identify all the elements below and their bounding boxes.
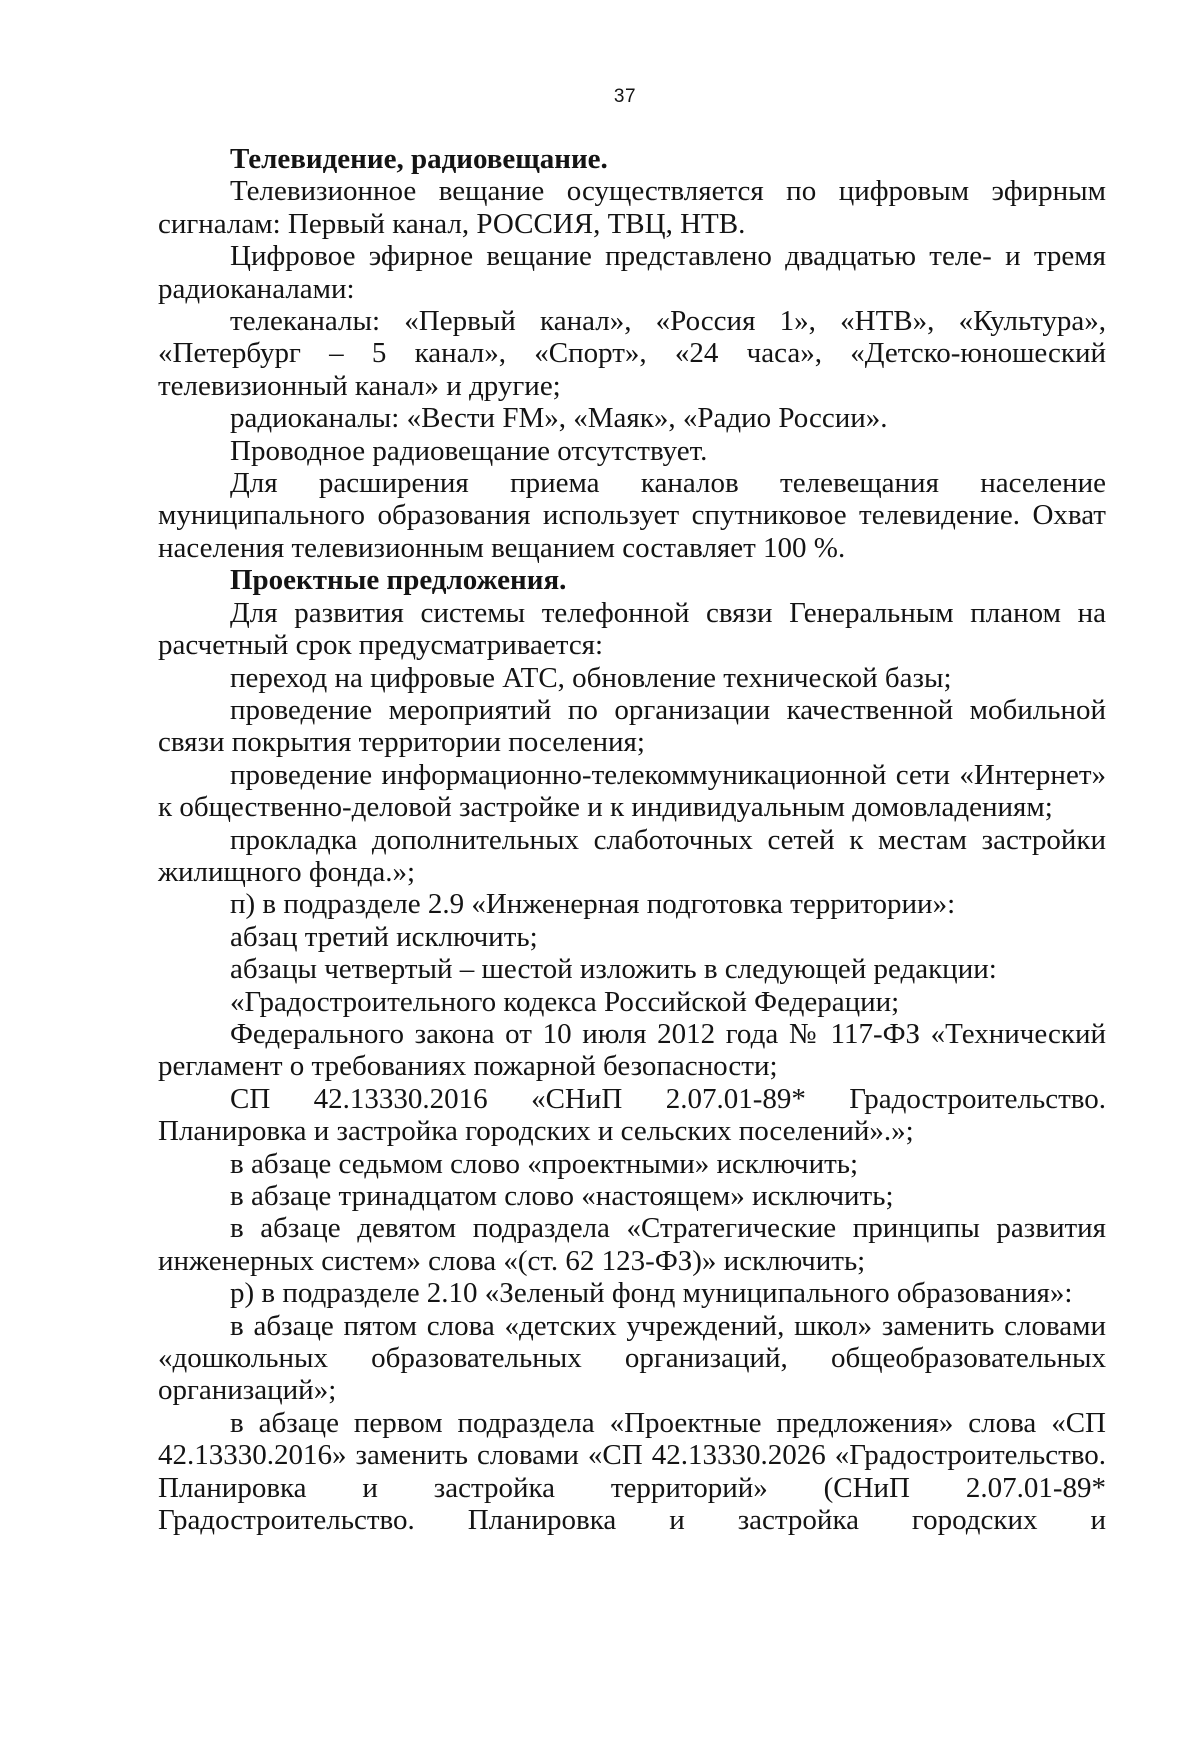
body-paragraph: Для развития системы телефонной связи Генеральным планом на расчетный срок предусматривается: [158,596,1106,662]
body-paragraph: р) в подразделе 2.10 «Зеленый фонд муниципального образования»: [230,1277,1073,1310]
body-paragraph: проведение мероприятий по организации качественной мобильной связи покрытия территории поселения; [158,693,1106,759]
body-paragraph: СП 42.13330.2016 «СНиП 2.07.01-89* Градостроительство. Планировка и застройка городских и сельских поселений».»; [158,1082,1106,1148]
body-paragraph: абзацы четвертый – шестой изложить в следующей редакции: [230,953,997,986]
body-paragraph: проведение информационно-телекоммуникационной сети «Интернет» к общественно-деловой застройке и к индивидуальным домовладениям; [158,758,1106,824]
body-paragraph: телеканалы: «Первый канал», «Россия 1», «НТВ», «Культура», «Петербург – 5 канал», «Спорт», «24 часа», «Детско-юношеский телевизионный канал» и другие; [158,305,1106,402]
body-paragraph: радиоканалы: «Вести FM», «Маяк», «Радио России». [230,402,888,435]
body-paragraph: п) в подразделе 2.9 «Инженерная подготовка территории»: [230,888,956,921]
body-paragraph: в абзаце тринадцатом слово «настоящем» исключить; [230,1180,894,1212]
body-paragraph: прокладка дополнительных слаботочных сетей к местам застройки жилищного фонда.»; [158,823,1106,888]
body-paragraph: Федерального закона от 10 июля 2012 года № 117-ФЗ «Технический регламент о требованиях пожарной безопасности; [158,1017,1106,1083]
body-paragraph: «Градостроительного кодекса Российской Федерации; [230,985,900,1018]
body-paragraph: Телевизионное вещание осуществляется по цифровым эфирным сигналам: Первый канал, РОССИЯ, ТВЦ, НТВ. [158,175,1106,240]
body-paragraph: в абзаце первом подраздела «Проектные предложения» слова «СП 42.13330.2016» заменить словами «СП 42.13330.2026 «Градостроительство. Планировка и застройка территорий» (СНиП 2.07.01-89* Градостроительство. Планировка и застройка городских и [158,1406,1106,1537]
body-paragraph: в абзаце пятом слова «детских учреждений, школ» заменить словами «дошкольных образовательных организаций, общеобразовательных организаций»; [158,1309,1106,1407]
page-number: 37 [613,86,637,107]
body-paragraph: переход на цифровые АТС, обновление технической базы; [230,661,952,694]
section-heading: Проектные предложения. [230,564,567,597]
body-paragraph: Цифровое эфирное вещание представлено двадцатью теле- и тремя радиоканалами: [158,240,1106,305]
body-paragraph: Проводное радиовещание отсутствует. [230,434,708,467]
body-paragraph: в абзаце седьмом слово «проектными» исключить; [230,1147,859,1180]
body-paragraph: абзац третий исключить; [230,920,538,953]
body-paragraph: в абзаце девятом подраздела «Стратегические принципы развития инженерных систем» слова «(ст. 62 123-ФЗ)» исключить; [158,1212,1106,1277]
document-body [158,143,1106,1536]
body-paragraph: Для расширения приема каналов телевещания население муниципального образования использует спутниковое телевидение. Охват населения телевизионным вещанием составляет 100 %. [158,467,1106,564]
section-heading: Телевидение, радиовещание. [230,143,608,175]
